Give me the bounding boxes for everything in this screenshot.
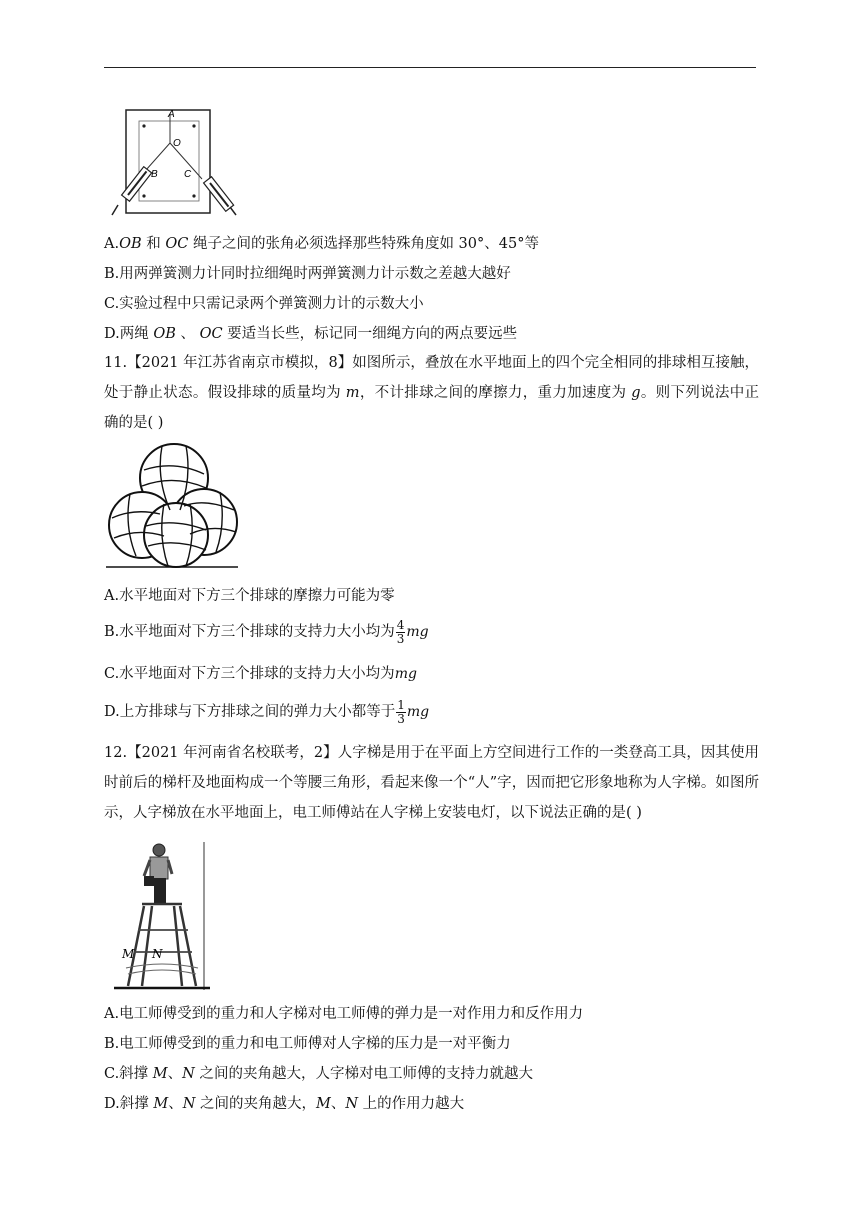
- label-O: O: [173, 138, 181, 149]
- fraction: $\frac{1}{3}$: [397, 697, 405, 726]
- label-A: A: [168, 109, 175, 120]
- q12-option-c: C.斜撑 M、N 之间的夹角越大，人字梯对电工师傅的支持力就越大: [104, 1066, 533, 1082]
- right-spring-scale: [204, 177, 236, 215]
- q10-option-d: D.两绳 OB 、 OC 要适当长些，标记同一细绳方向的两点要远些: [104, 326, 518, 342]
- label-M: M: [122, 947, 135, 961]
- q10-option-c: C.实验过程中只需记录两个弹簧测力计的示数大小: [104, 296, 424, 312]
- fraction: $\frac{4}{3}$: [396, 617, 405, 646]
- paper-outline: [139, 121, 199, 201]
- ladder-electrician-figure: [112, 840, 212, 992]
- q11-stem: 11.【2021 年江苏省南京市模拟，8】如图所示，叠放在水平地面上的四个完全相同的排球相互接触，处于静止状态。假设排球的质量均为 m，不计排球之间的摩擦力，重力加速度为 g。则下列说法中正确的是( ): [104, 355, 760, 431]
- q10-option-b: B.用两弹簧测力计同时拉细绳时两弹簧测力计示数之差越大越好: [104, 266, 511, 282]
- header-rule: [104, 67, 756, 68]
- q12-option-d: D.斜撑 M、N 之间的夹角越大，M、N 上的作用力越大: [104, 1096, 465, 1112]
- question-number: 11.: [104, 355, 128, 371]
- q12-stem: 12.【2021 年河南省名校联考，2】人字梯是用于在平面上方空间进行工作的一类登高工具，因其使用时前后的梯杆及地面构成一个等腰三角形，看起来像一个“人”字，因而把它形象地称为人字梯。如图所示，人字梯放在水平地面上，电工师傅站在人字梯上安装电灯，以下说法正确的是( ): [104, 745, 759, 821]
- q11-option-d: D.上方排球与下方排球之间的弹力大小都等于 $\frac{1}{3}$ mg: [104, 697, 430, 726]
- label-B: B: [151, 169, 158, 180]
- q10-option-a: A.OB 和 OC 绳子之间的张角必须选择那些特殊角度如 30°、45°等: [104, 236, 539, 252]
- question-source: 【2021 年江苏省南京市模拟，8】: [127, 355, 353, 371]
- q12-option-b: B.电工师傅受到的重力和电工师傅对人字梯的压力是一对平衡力: [104, 1036, 511, 1052]
- q11-option-a: A.水平地面对下方三个排球的摩擦力可能为零: [104, 588, 395, 604]
- q11-option-c: C.水平地面对下方三个排球的支持力大小均为mg: [104, 666, 417, 682]
- spring-scale-board-figure: [104, 105, 244, 223]
- label-N: N: [152, 947, 163, 961]
- label-C: C: [184, 169, 192, 180]
- question-number: 12.: [104, 745, 128, 761]
- q12-option-a: A.电工师傅受到的重力和人字梯对电工师傅的弹力是一对作用力和反作用力: [104, 1006, 584, 1022]
- q11-option-b: B.水平地面对下方三个排球的支持力大小均为 $\frac{4}{3}$ mg: [104, 617, 429, 646]
- pin: [142, 194, 145, 197]
- volleyballs-figure: [104, 440, 242, 570]
- pin: [142, 124, 145, 127]
- left-spring-scale: [112, 167, 152, 215]
- pin: [192, 194, 195, 197]
- pin: [192, 124, 195, 127]
- question-source: 【2021 年河南省名校联考，2】: [127, 745, 338, 761]
